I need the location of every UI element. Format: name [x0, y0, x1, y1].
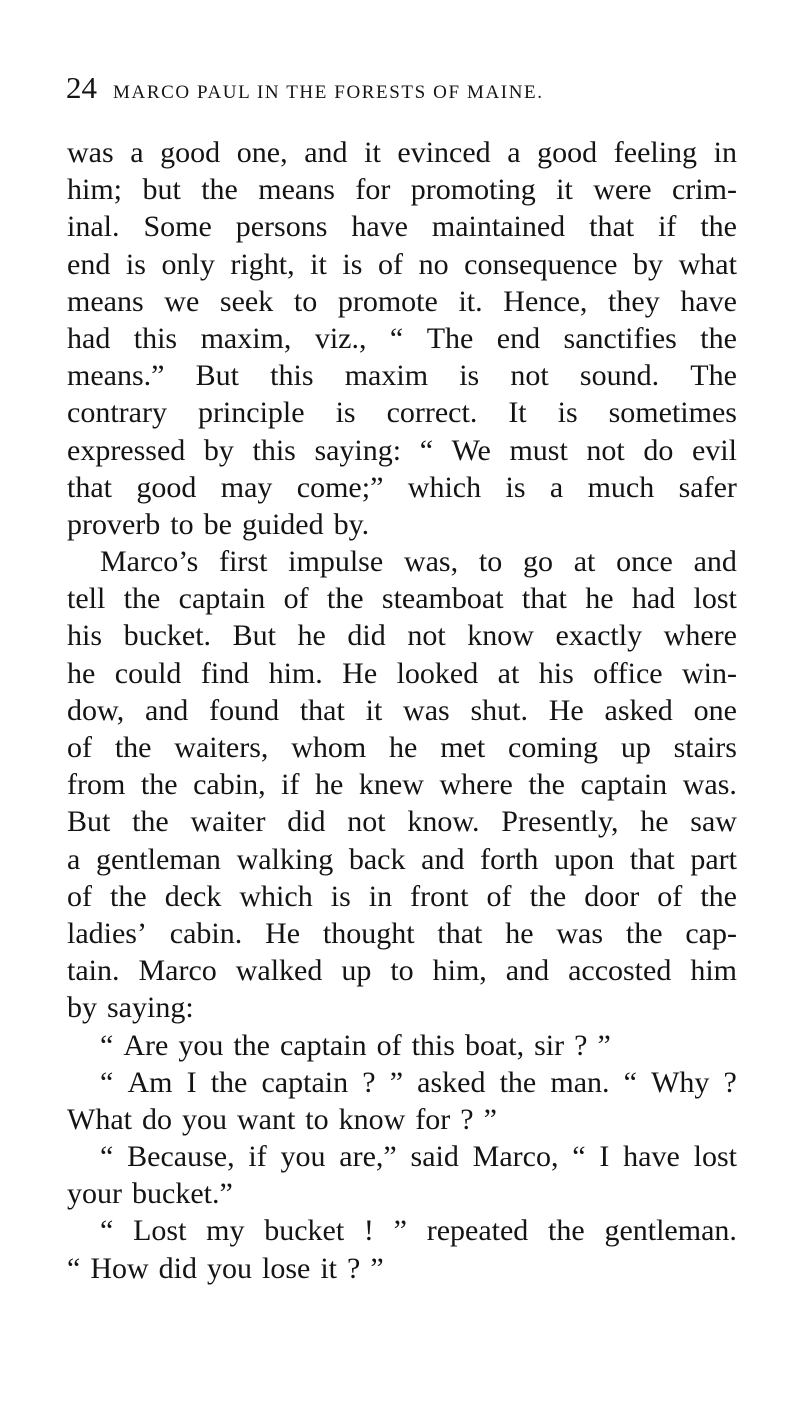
text-line: “ Are you the captain of this boat, sir ? ”	[100, 1028, 611, 1062]
text-line: end is only right, it is of no consequence by what	[67, 247, 737, 281]
text-line: from the cabin, if he knew where the captain was.	[67, 768, 737, 802]
text-line: by saying:	[67, 991, 194, 1025]
text-line: But the waiter did not know. Presently, he saw	[67, 805, 737, 839]
text-line: of the deck which is in front of the door of the	[67, 879, 737, 913]
text-line: “ How did you lose it ? ”	[67, 1251, 384, 1285]
text-line: contrary principle is correct. It is sometimes	[67, 396, 737, 430]
text-line: Marco’s first impulse was, to go at once and	[100, 545, 737, 579]
text-line: of the waiters, whom he met coming up stairs	[67, 731, 737, 764]
text-line: tell the captain of the steamboat that he had lost	[67, 582, 737, 616]
text-line: “ Lost my bucket ! ” repeated the gentleman.	[100, 1214, 737, 1248]
text-line: What do you want to know for ? ”	[67, 1102, 497, 1136]
text-line: inal. Some persons have maintained that if the	[67, 210, 737, 244]
text-line: a gentleman walking back and forth upon that part	[67, 842, 737, 876]
text-line: your bucket.”	[67, 1177, 233, 1211]
text-line: ladies’ cabin. He thought that he was the cap-	[67, 916, 737, 950]
text-line: “ Because, if you are,” said Marco, “ I have lost	[100, 1140, 737, 1174]
text-line: expressed by this saying: “ We must not do evil	[67, 433, 737, 467]
page-number: 24	[66, 70, 97, 105]
text-line: was a good one, and it evinced a good feeling in	[67, 136, 737, 169]
text-line: proverb to be guided by.	[67, 507, 370, 541]
text-line: he could find him. He looked at his office win-	[67, 656, 737, 690]
text-line: “ Am I the captain ? ” asked the man. “ Why ?	[100, 1065, 737, 1099]
text-line: dow, and found that it was shut. He asked one	[67, 693, 737, 727]
text-line: that good may come;” which is a much safer	[67, 470, 737, 504]
text-line: him; but the means for promoting it were crim-	[67, 173, 737, 207]
text-line: means we seek to promote it. Hence, they have	[67, 284, 737, 318]
text-line: his bucket. But he did not know exactly where	[67, 619, 737, 653]
text-line: means.” But this maxim is not sound. The	[67, 359, 737, 393]
text-line: tain. Marco walked up to him, and accosted him	[67, 954, 737, 988]
page-header	[66, 70, 746, 110]
text-line: had this maxim, viz., “ The end sanctifies the	[67, 321, 737, 355]
body-text	[67, 134, 737, 1287]
running-title: MARCO PAUL IN THE FORESTS OF MAINE.	[113, 82, 544, 103]
